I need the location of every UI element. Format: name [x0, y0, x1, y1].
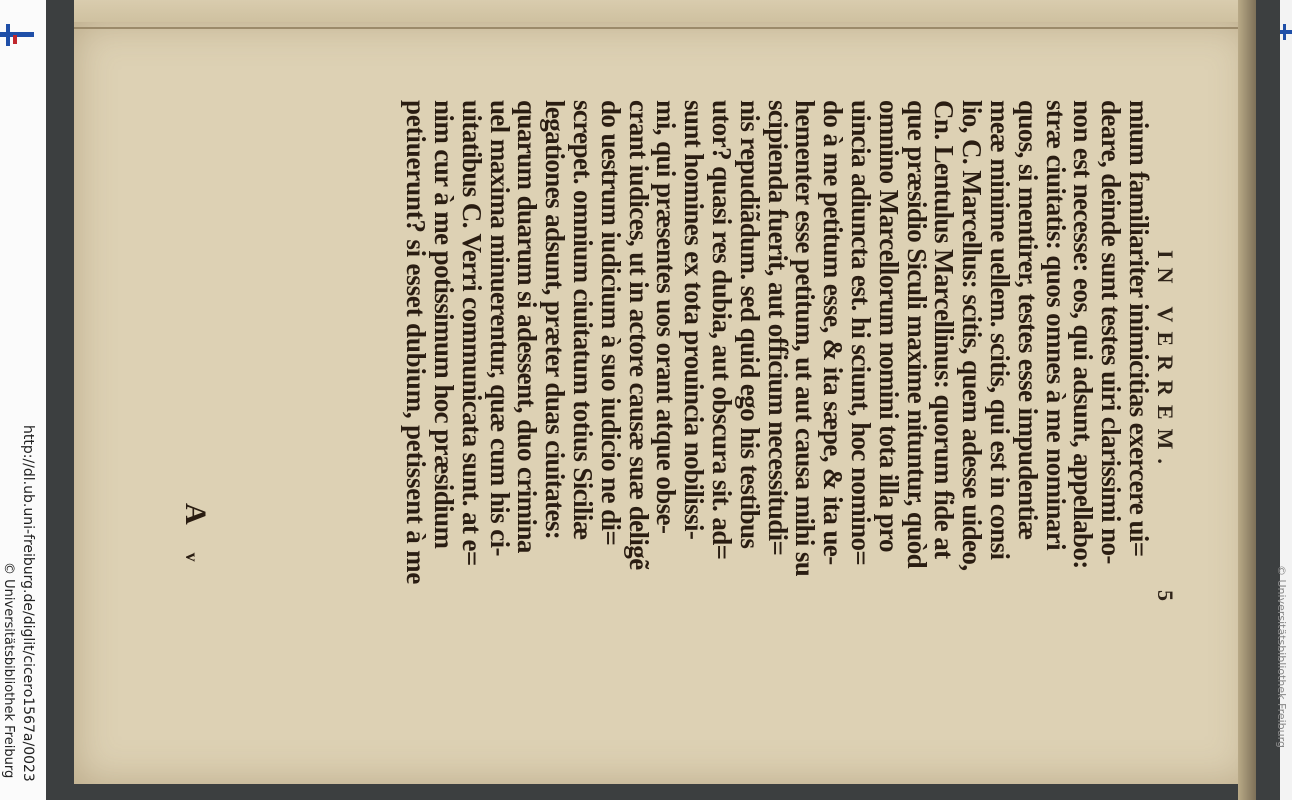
text-line: que præsidio Siculi maxime nituntur, quòd [901, 100, 932, 569]
text-line: scipienda fuerit, aut officium necessitudi= [762, 100, 793, 556]
text-line: stræ ciuitatis: quos omnes à me nominari [1040, 100, 1071, 550]
signature-numeral: v [182, 552, 202, 562]
text-line: crant iudices, ut in actore causæ suæ deligẽ [623, 100, 654, 570]
text-line: quos, si mentirer, testes esse impudentiæ [1012, 100, 1043, 540]
text-line: do à me petitum esse, & ita sæpe, & ita ue- [818, 100, 849, 565]
left-margin-strip [0, 0, 46, 800]
book-gutter [1238, 0, 1256, 800]
text-line: hementer esse petitum, ut aut causa mihi su [790, 100, 821, 577]
copyright-notice: © Universitätsbibliothek Freiburg [1, 562, 16, 779]
text-line: deare, deinde sunt testes uiri clarissimi no- [1096, 100, 1127, 564]
text-line: meæ minime uellem. scitis, qui est in consi [985, 100, 1016, 560]
page-text-block [401, 100, 1152, 584]
color-calibration-mark [0, 22, 36, 48]
text-line: nis repudiãdum. sed quid ego his testibus [734, 100, 765, 549]
text-line: quarum duarum si adessent, duo crimina [512, 100, 543, 553]
copyright-notice-right: © Universitätsbibliothek Freiburg [1275, 565, 1288, 748]
text-line: uincia adiuncta est. hi sciunt, hoc nomino= [846, 100, 877, 566]
text-line: mi, qui præsentes uos orant atque obse- [651, 100, 682, 534]
text-line: legationes adsunt, præter duas ciuitates: [540, 100, 571, 540]
text-line: mium familiariter inimicitias exercere ui= [1124, 100, 1154, 557]
text-line: uel maxima minuerentur, quæ cum his ci- [484, 100, 515, 556]
running-head: IN VERREM. [1153, 250, 1178, 473]
text-line: uitatibus C. Verri communicata sunt. at e= [456, 100, 487, 566]
text-line: sunt homines ex tota prouincia nobilissi- [679, 100, 710, 540]
page-number: 5 [1153, 590, 1178, 601]
text-line: Cn. Lentulus Marcellinus: quorum fide at [929, 100, 960, 559]
signature-mark [178, 503, 212, 562]
text-line: nim cur à me potissimum hoc præsidium [429, 100, 460, 549]
text-line: utor? quasi res dubia, aut obscura sit. ad= [707, 100, 738, 560]
text-line: omnino Marcellorum nomini tota illa pro [873, 100, 904, 552]
text-line: non est necesse: eos, qui adsunt, appellabo: [1068, 100, 1099, 569]
color-calibration-mark-right [1280, 22, 1292, 42]
text-line: lio, C. Marcellus: scitis, quem adesse uideo, [957, 100, 988, 571]
text-line: do uestrum iudicium à suo iudicio ne di= [595, 100, 626, 546]
signature-letter: A [179, 503, 212, 525]
text-line: screpet. omnium ciuitatum totius Siciliæ [568, 100, 599, 540]
text-line: petiuerunt? si esset dubium, petissent à me [401, 100, 432, 585]
source-url: http://dl.ub.uni-freiburg.de/diglit/cicero1567a/0023 [20, 425, 36, 782]
page-fold-line [74, 27, 1242, 29]
